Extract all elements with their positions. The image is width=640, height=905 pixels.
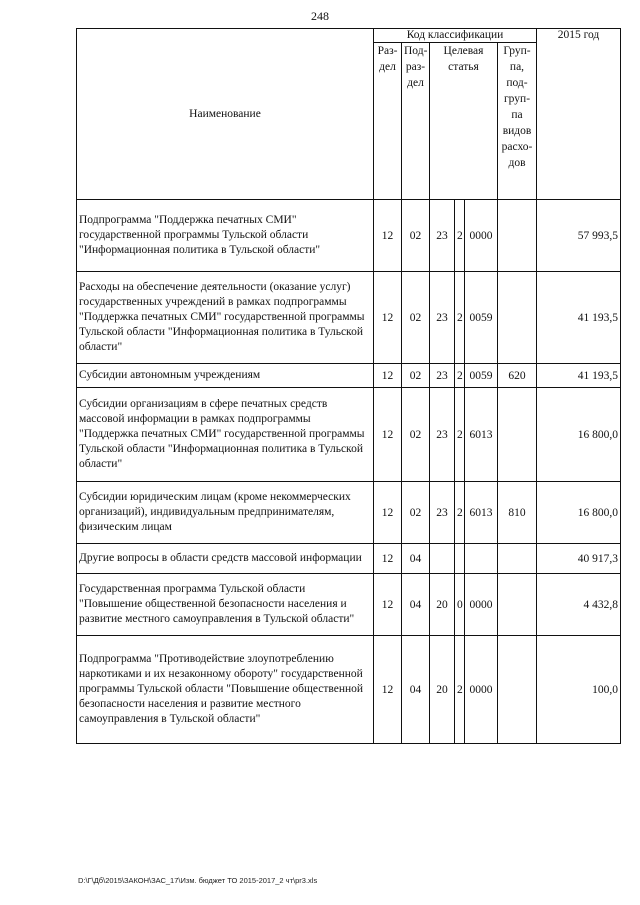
page-number: 248 [311, 9, 329, 23]
budget-table [76, 28, 621, 744]
row-target-1 [430, 544, 455, 574]
row-target-3: 0000 [465, 200, 498, 272]
row-razdel: 12 [374, 364, 402, 388]
row-expense-group: 810 [498, 482, 537, 544]
row-name: Государственная программа Тульской области "Повышение общественной безопасности населения и развитие местного самоуправления в Тульской области" [77, 574, 374, 636]
row-name: Подпрограмма "Поддержка печатных СМИ" государственной программы Тульской области "Информационная политика в Тульской области" [77, 200, 374, 272]
row-target-2: 2 [455, 200, 465, 272]
header-code-group: Код классификации [374, 29, 537, 43]
row-podrazdel: 02 [402, 482, 430, 544]
row-name: Другие вопросы в области средств массовой информации [77, 544, 374, 574]
row-expense-group [498, 272, 537, 364]
row-podrazdel: 02 [402, 388, 430, 482]
row-podrazdel: 04 [402, 636, 430, 744]
row-podrazdel: 04 [402, 544, 430, 574]
row-amount: 16 800,0 [537, 482, 621, 544]
row-expense-group: 620 [498, 364, 537, 388]
table-row [77, 272, 621, 364]
row-target-2: 2 [455, 364, 465, 388]
row-target-2: 0 [455, 574, 465, 636]
row-target-1: 20 [430, 636, 455, 744]
row-razdel: 12 [374, 272, 402, 364]
row-expense-group [498, 544, 537, 574]
row-name: Подпрограмма "Противодействие злоупотреблению наркотиками и их незаконному обороту" государственной программы Тульской области "Повышение общественной безопасности населения и развитие местного самоуправления в Тульской области" [77, 636, 374, 744]
row-expense-group [498, 200, 537, 272]
row-name: Расходы на обеспечение деятельности (оказание услуг) государственных учреждений в рамках подпрограммы "Поддержка печатных СМИ" государственной программы Тульской области "Информационная политика в Тульской области" [77, 272, 374, 364]
row-name: Субсидии организациям в сфере печатных средств массовой информации в рамках подпрограммы "Поддержка печатных СМИ" государственной программы Тульской области "Информационная политика в Тульской области" [77, 388, 374, 482]
row-target-2 [455, 544, 465, 574]
row-target-3 [465, 544, 498, 574]
row-amount: 100,0 [537, 636, 621, 744]
header-row-top [77, 29, 621, 43]
table-row [77, 544, 621, 574]
table-row [77, 482, 621, 544]
header-razdel: Раз- дел [374, 43, 402, 200]
row-target-3: 0000 [465, 574, 498, 636]
row-target-3: 6013 [465, 388, 498, 482]
row-target-1: 23 [430, 482, 455, 544]
row-target-3: 0000 [465, 636, 498, 744]
row-target-2: 2 [455, 482, 465, 544]
row-podrazdel: 02 [402, 200, 430, 272]
row-target-1: 20 [430, 574, 455, 636]
row-razdel: 12 [374, 200, 402, 272]
row-target-1: 23 [430, 272, 455, 364]
row-razdel: 12 [374, 544, 402, 574]
row-target-1: 23 [430, 364, 455, 388]
row-podrazdel: 04 [402, 574, 430, 636]
row-amount: 4 432,8 [537, 574, 621, 636]
table-row [77, 388, 621, 482]
row-amount: 40 917,3 [537, 544, 621, 574]
row-name: Субсидии юридическим лицам (кроме некоммерческих организаций), индивидуальным предпринимателям, физическим лицам [77, 482, 374, 544]
row-amount: 57 993,5 [537, 200, 621, 272]
row-podrazdel: 02 [402, 272, 430, 364]
row-razdel: 12 [374, 574, 402, 636]
table-row [77, 574, 621, 636]
row-target-2: 2 [455, 388, 465, 482]
row-amount: 16 800,0 [537, 388, 621, 482]
row-razdel: 12 [374, 636, 402, 744]
row-expense-group [498, 636, 537, 744]
row-target-2: 2 [455, 636, 465, 744]
table-row [77, 200, 621, 272]
row-target-3: 0059 [465, 272, 498, 364]
row-amount: 41 193,5 [537, 272, 621, 364]
table-row [77, 364, 621, 388]
row-razdel: 12 [374, 482, 402, 544]
row-name: Субсидии автономным учреждениям [77, 364, 374, 388]
header-expense-group: Груп- па, под- груп- па видов расхо- дов [498, 43, 537, 200]
header-podrazdel: Под- раз- дел [402, 43, 430, 200]
row-target-1: 23 [430, 200, 455, 272]
row-podrazdel: 02 [402, 364, 430, 388]
row-target-3: 6013 [465, 482, 498, 544]
header-year: 2015 год [537, 29, 621, 200]
table-body [77, 200, 621, 744]
row-expense-group [498, 388, 537, 482]
row-target-3: 0059 [465, 364, 498, 388]
footer-file-path: D:\Г\Дб\2015\ЗАКОН\ЗАС_17\Изм. бюджет ТО 2015-2017_2 чт\pr3.xls [78, 876, 318, 885]
header-name: Наименование [77, 29, 374, 200]
row-amount: 41 193,5 [537, 364, 621, 388]
header-target-article: Целевая статья [430, 43, 498, 200]
row-target-1: 23 [430, 388, 455, 482]
table-row [77, 636, 621, 744]
row-expense-group [498, 574, 537, 636]
row-razdel: 12 [374, 388, 402, 482]
row-target-2: 2 [455, 272, 465, 364]
